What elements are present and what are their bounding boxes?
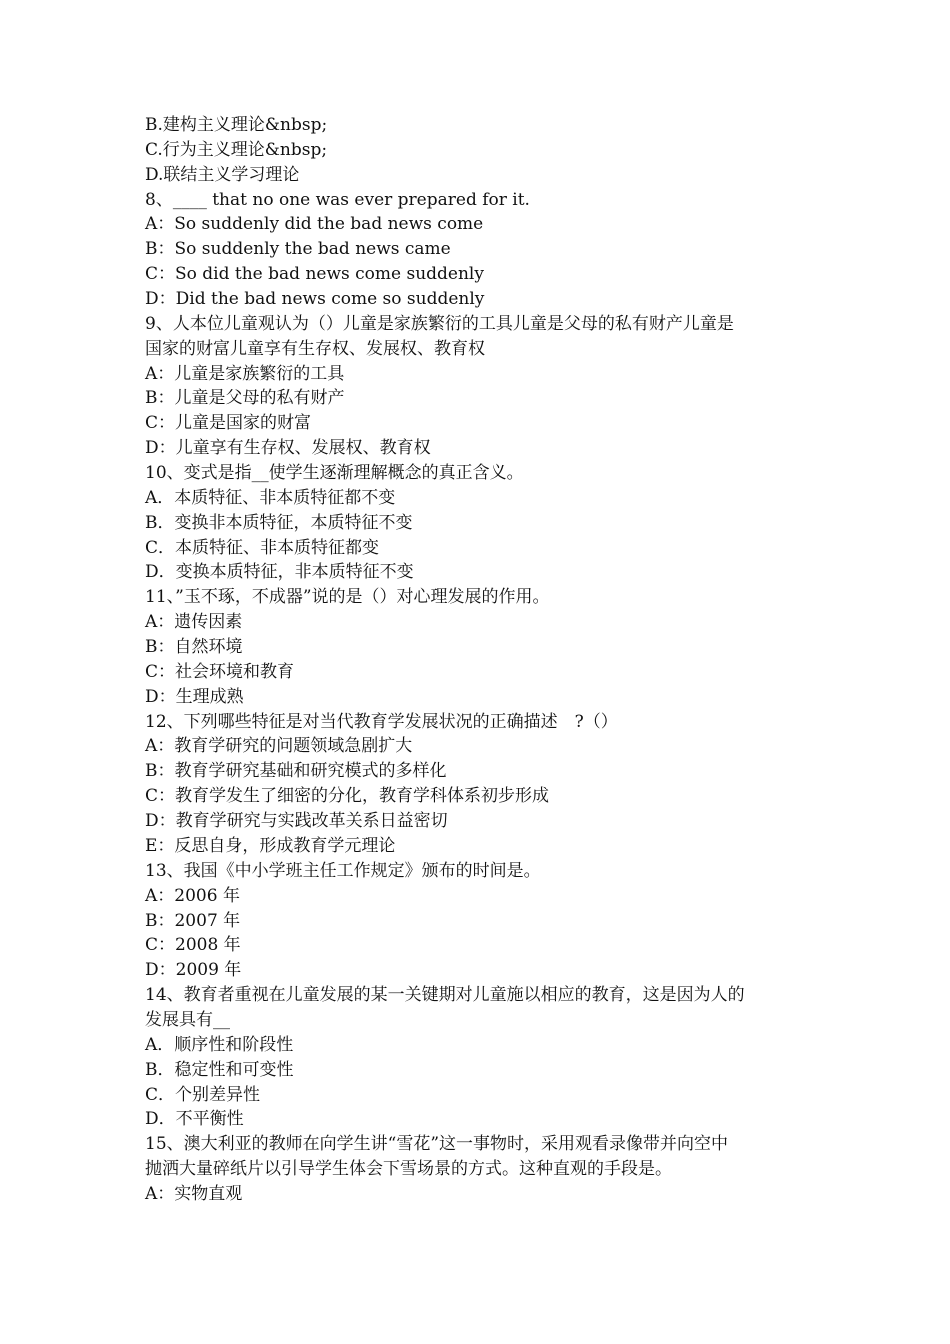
text-line: 12、下列哪些特征是对当代教育学发展状况的正确描述 ?（）: [145, 711, 618, 732]
text-line: C：儿童是国家的财富: [145, 413, 312, 434]
text-line: B．变换非本质特征，本质特征不变: [145, 512, 413, 533]
text-line: C：社会环境和教育: [145, 661, 295, 682]
text-line: A：遗传因素: [145, 612, 243, 633]
text-line: B：自然环境: [145, 637, 243, 658]
text-line: B：So suddenly the bad news came: [145, 239, 451, 260]
text-line: B．稳定性和可变性: [145, 1059, 294, 1080]
text-line: A．本质特征、非本质特征都不变: [145, 487, 396, 508]
text-line: 11、”玉不琢，不成器”说的是（）对心理发展的作用。: [145, 587, 550, 608]
text-line: C．个别差异性: [145, 1084, 261, 1105]
text-line: C．本质特征、非本质特征都变: [145, 537, 380, 558]
text-line: A：教育学研究的问题领域急剧扩大: [145, 736, 413, 757]
text-line: 9、人本位儿童观认为（）儿童是家族繁衍的工具儿童是父母的私有财产儿童是: [145, 313, 734, 334]
text-line: B：儿童是父母的私有财产: [145, 388, 345, 409]
text-line: 8、____ that no one was ever prepared for it.: [145, 189, 530, 210]
text-line: D．不平衡性: [145, 1109, 244, 1130]
text-line: A：儿童是家族繁衍的工具: [145, 363, 345, 384]
text-line: C：So did the bad news come suddenly: [145, 264, 484, 285]
text-line: A：实物直观: [145, 1183, 243, 1204]
text-line: B.建构主义理论&nbsp;: [145, 115, 328, 135]
text-line: D：Did the bad news come so suddenly: [145, 289, 485, 310]
document-text: [145, 113, 810, 1207]
text-line: 发展具有__: [145, 1009, 230, 1030]
text-line: D：儿童享有生存权、发展权、教育权: [145, 438, 431, 459]
text-line: A．顺序性和阶段性: [145, 1034, 294, 1055]
text-line: D：生理成熟: [145, 686, 244, 707]
text-line: B：教育学研究基础和研究模式的多样化: [145, 761, 447, 782]
text-line: C：2008 年: [145, 935, 241, 956]
text-line: D.联结主义学习理论: [145, 164, 300, 185]
text-line: D．变换本质特征，非本质特征不变: [145, 562, 414, 583]
text-line: D：教育学研究与实践改革关系日益密切: [145, 811, 448, 832]
text-line: 14、教育者重视在儿童发展的某一关键期对儿童施以相应的教育，这是因为人的: [145, 985, 745, 1006]
text-line: 15、澳大利亚的教师在向学生讲“雪花”这一事物时，采用观看录像带并向空中: [145, 1134, 729, 1155]
text-line: 国家的财富儿童享有生存权、发展权、教育权: [145, 338, 485, 359]
text-line: D：2009 年: [145, 960, 242, 981]
text-line: 抛洒大量碎纸片以引导学生体会下雪场景的方式。这种直观的手段是。: [145, 1159, 672, 1180]
text-line: A：2006 年: [145, 885, 240, 906]
text-line: 10、变式是指__使学生逐渐理解概念的真正含义。: [145, 463, 524, 484]
text-line: C.行为主义理论&nbsp;: [145, 139, 328, 160]
text-line: A：So suddenly did the bad news come: [145, 214, 484, 235]
text-line: E：反思自身，形成教育学元理论: [145, 835, 396, 856]
text-line: 13、我国《中小学班主任工作规定》颁布的时间是。: [145, 860, 541, 881]
text-line: C：教育学发生了细密的分化，教育学科体系初步形成: [145, 786, 550, 807]
text-line: B：2007 年: [145, 910, 241, 931]
